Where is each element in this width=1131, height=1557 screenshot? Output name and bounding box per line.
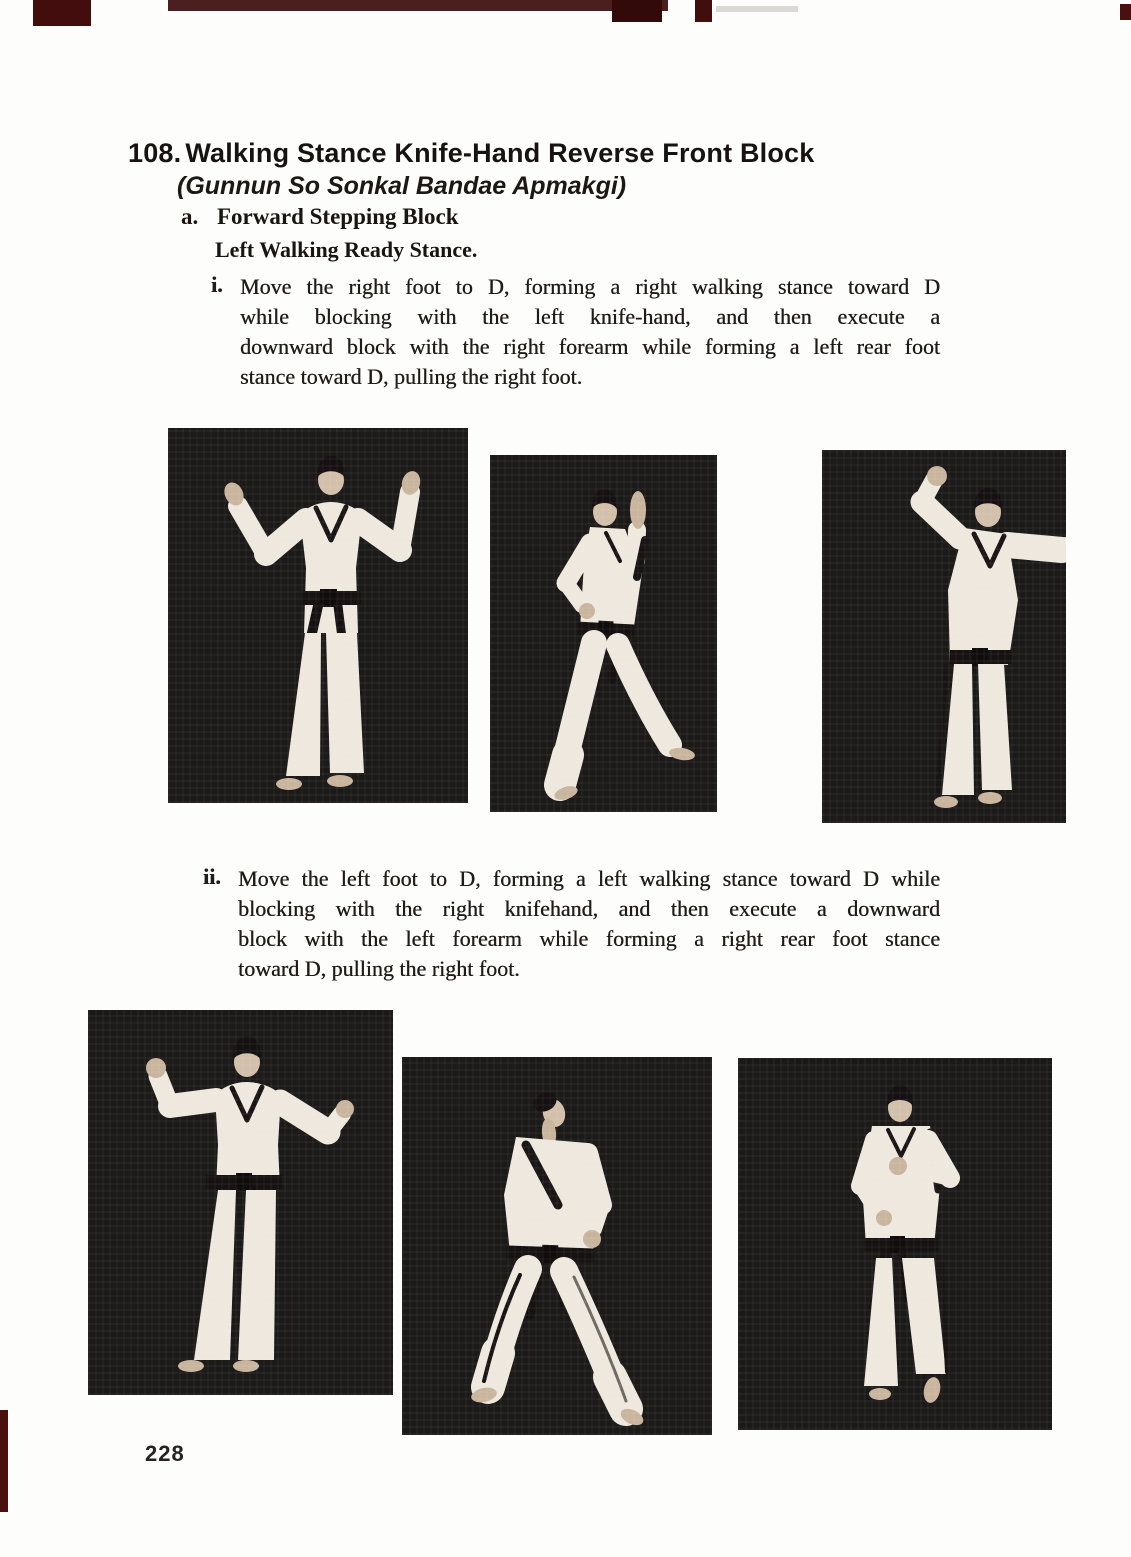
step-line: Move the right foot to D, forming a right walking stance toward D [240,274,940,299]
photo-3 [822,450,1066,823]
photo-1 [168,428,468,803]
step-line: block with the left forearm while forming a right rear foot stance [238,926,940,951]
scan-artifact-topleft [33,0,91,26]
scan-artifact-graydash [716,6,798,12]
page-title: Walking Stance Knife-Hand Reverse Front Block [185,138,815,168]
step-line: Move the left foot to D, forming a left walking stance toward D while [238,866,940,891]
ready-stance-line: Left Walking Ready Stance. [215,237,478,262]
photo-2 [490,455,717,812]
subsection-marker: a. [181,204,199,229]
step-i-text [240,272,940,392]
step-line: while blocking with the left knife-hand, and then execute a [240,304,940,329]
martial-artist-figure [88,1010,393,1395]
scan-artifact-leftbar [0,1410,8,1512]
step-line: downward block with the right forearm while forming a left rear foot [240,334,940,359]
step-line: stance toward D, pulling the right foot. [240,364,583,389]
scan-artifact-topmark [695,0,712,22]
scan-artifact-topbar [168,0,668,11]
martial-artist-figure [402,1057,712,1435]
photo-4 [88,1010,393,1395]
subsection-heading [181,204,459,230]
scan-artifact-topblob [612,0,662,22]
step-ii-marker: ii. [203,864,221,889]
step-line: blocking with the right knifehand, and then execute a downward [238,896,940,921]
martial-artist-figure [168,428,468,803]
photo-6 [738,1058,1052,1430]
photo-5 [402,1057,712,1435]
step-ii-text [238,864,940,984]
section-heading [128,138,815,169]
page-subtitle: (Gunnun So Sonkal Bandae Apmakgi) [177,172,627,200]
page-number: 228 [145,1441,185,1466]
subsection-title: Forward Stepping Block [217,204,459,229]
step-line: toward D, pulling the right foot. [238,956,520,981]
section-number: 108. [128,138,182,168]
martial-artist-figure [822,450,1066,823]
martial-artist-figure [738,1058,1052,1430]
step-i-marker: i. [211,272,223,297]
martial-artist-figure [490,455,717,812]
scan-artifact-rightmark [1120,4,1131,20]
